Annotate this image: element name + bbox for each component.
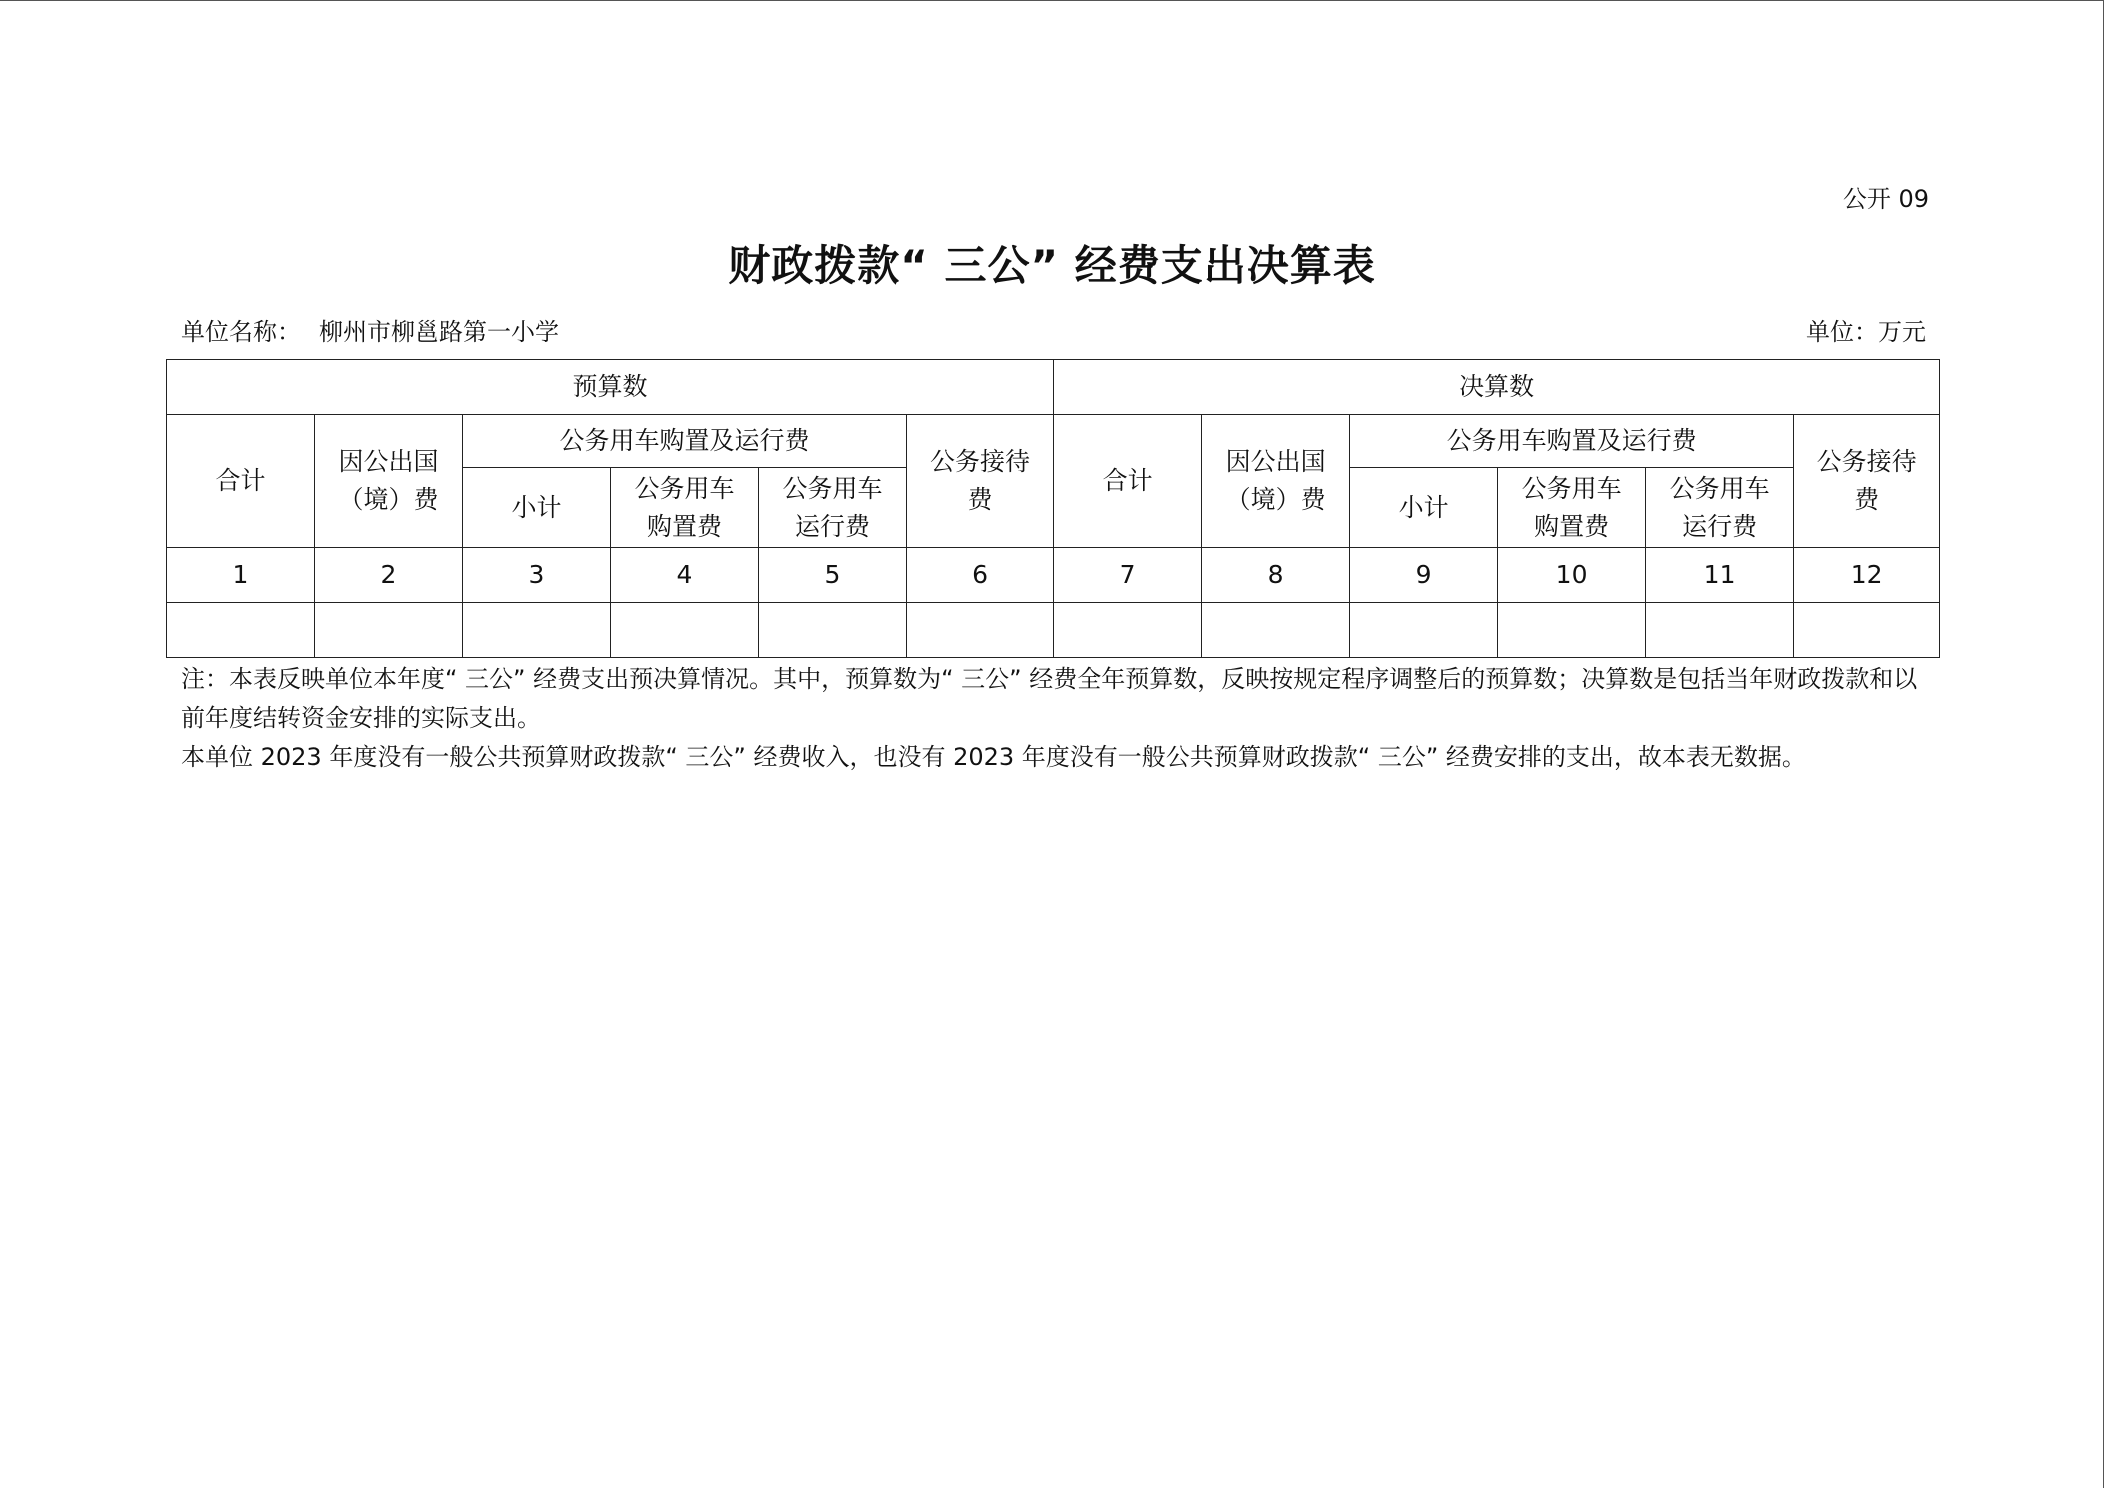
column-number: 1: [167, 548, 315, 603]
header-budget-abroad-line1: 因公出国: [338, 447, 439, 476]
header-budget-reception: [907, 415, 1054, 548]
data-cell: [1498, 603, 1646, 658]
header-final-vehicle-purchase-line1: 公务用车: [1521, 473, 1622, 503]
header-budget-reception-line2: 费: [967, 485, 993, 514]
unit-name-value: 柳州市柳邕路第一小学: [319, 318, 559, 346]
header-budget-vehicle-operate-line1: 公务用车: [782, 473, 883, 503]
data-cell: [1054, 603, 1202, 658]
data-cell: [907, 603, 1054, 658]
page-title: 财政拨款“ 三公” 经费支出决算表: [728, 241, 1376, 290]
header-final-vehicle-operate-line2: 运行费: [1682, 511, 1758, 541]
header-budget-vehicle-operate-line2: 运行费: [794, 511, 870, 541]
header-row-groups: [167, 360, 1940, 415]
header-budget-vehicle-purchase-line2: 购置费: [646, 511, 722, 541]
header-final-abroad: [1202, 415, 1350, 548]
data-cell: [315, 603, 463, 658]
header-final-reception: [1794, 415, 1940, 548]
data-cell: [611, 603, 759, 658]
form-code: 公开 09: [1842, 185, 1929, 213]
data-cell: [167, 603, 315, 658]
column-number: 2: [315, 548, 463, 603]
header-final-subtotal: 小计: [1350, 468, 1498, 548]
expenditure-table: [166, 359, 1940, 658]
header-final-group: 决算数: [1054, 360, 1940, 415]
header-row-columns: [167, 415, 1940, 468]
note-no-data-statement: 本单位 2023 年度没有一般公共预算财政拨款“ 三公” 经费收入，也没有 2023 年度没有一般公共预算财政拨款“ 三公” 经费安排的支出，故本表无数据。: [181, 743, 1806, 771]
column-number-row: [167, 548, 1940, 603]
header-final-vehicle-group: 公务用车购置及运行费: [1350, 415, 1794, 468]
header-budget-reception-line1: 公务接待: [930, 447, 1031, 476]
column-number: 12: [1794, 548, 1940, 603]
header-final-vehicle-purchase: [1498, 468, 1646, 548]
data-cell: [759, 603, 907, 658]
data-cell: [1794, 603, 1940, 658]
column-number: 4: [611, 548, 759, 603]
header-final-reception-line2: 费: [1854, 485, 1880, 514]
unit-name-row: [181, 316, 559, 348]
column-number: 10: [1498, 548, 1646, 603]
column-number: 8: [1202, 548, 1350, 603]
header-final-reception-line1: 公务接待: [1816, 447, 1917, 476]
header-budget-total: 合计: [167, 415, 315, 548]
header-final-vehicle-operate: [1646, 468, 1794, 548]
data-cell: [1646, 603, 1794, 658]
header-final-abroad-line1: 因公出国: [1225, 447, 1326, 476]
note-description: 注：本表反映单位本年度“ 三公” 经费支出预决算情况。其中，预算数为“ 三公” 经费全年预算数，反映按规定程序调整后的预算数；决算数是包括当年财政拨款和以前年度结转资金安排的实际支出。: [181, 665, 1918, 732]
header-final-abroad-line2: （境）费: [1225, 485, 1326, 514]
header-budget-vehicle-purchase-line1: 公务用车: [634, 473, 735, 503]
currency-unit: 单位：万元: [1806, 318, 1926, 346]
data-cell: [1202, 603, 1350, 658]
column-number: 5: [759, 548, 907, 603]
notes-section: [181, 660, 1931, 777]
header-final-vehicle-operate-line1: 公务用车: [1669, 473, 1770, 503]
header-final-vehicle-purchase-line2: 购置费: [1534, 511, 1610, 541]
unit-name-label: 单位名称：: [181, 318, 301, 346]
header-final-total: 合计: [1054, 415, 1202, 548]
header-budget-abroad-line2: （境）费: [338, 485, 439, 514]
header-budget-vehicle-operate: [759, 468, 907, 548]
column-number: 11: [1646, 548, 1794, 603]
header-budget-vehicle-purchase: [611, 468, 759, 548]
column-number: 7: [1054, 548, 1202, 603]
data-row: [167, 603, 1940, 658]
header-budget-abroad: [315, 415, 463, 548]
header-budget-subtotal: 小计: [463, 468, 611, 548]
header-budget-group: 预算数: [167, 360, 1054, 415]
column-number: 6: [907, 548, 1054, 603]
column-number: 9: [1350, 548, 1498, 603]
data-cell: [1350, 603, 1498, 658]
data-cell: [463, 603, 611, 658]
column-number: 3: [463, 548, 611, 603]
header-budget-vehicle-group: 公务用车购置及运行费: [463, 415, 907, 468]
page-top-border: [0, 0, 2104, 1]
